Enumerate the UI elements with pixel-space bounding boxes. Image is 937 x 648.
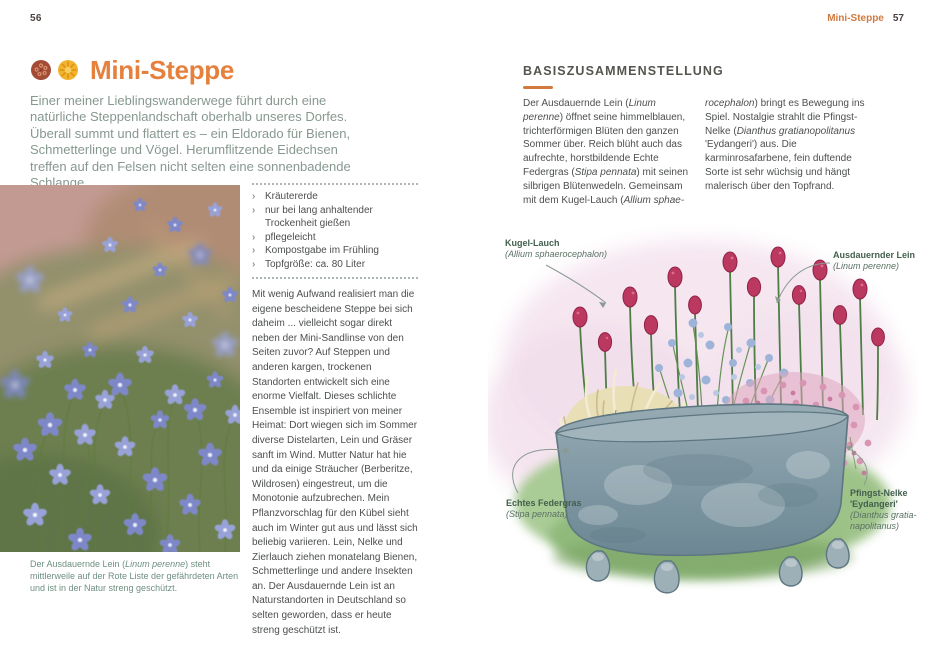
care-list bbox=[252, 190, 418, 271]
basis-text-columns bbox=[523, 97, 875, 207]
intro-paragraph: Einer meiner Lieblingswanderwege führt durch eine natürliche Steppenlandschaft oberhalb unseres Dorfes. Überall summt und flattert es – ein Eldorado für Bienen, Schmetterlinge und Vögel. Herumflitzende Eidechsen treffen auf den Felsen nicht selten eine sonnenbadende Schlange. bbox=[30, 93, 351, 191]
label-echtes-federgras: Echtes Federgras (Stipa pennata) bbox=[506, 498, 582, 519]
text-column-2: rocephalon) bringt es Bewegung ins Spiel. Nostalgie strahlt die Pfingst-Nelke (Dianthus gratianopolitanus 'Eydangeri') aus. Die karminrosafarbene, fein duftende Sorte ist sehr wüchsig und hängt malerisch über den Topfrand. bbox=[705, 98, 865, 192]
page-number-right: 57 bbox=[892, 13, 904, 24]
label-pfingst-nelke: Pfingst-Nelke 'Eydangeri' (Dianthus gratia-napolitanus) bbox=[850, 488, 917, 531]
list-item: › Kräutererde bbox=[252, 191, 318, 202]
care-info-box bbox=[252, 183, 418, 279]
chevron-bullet-icon: › bbox=[252, 245, 256, 256]
section-title: BASISZUSAMMENSTELLUNG bbox=[523, 64, 724, 78]
middle-column bbox=[252, 183, 418, 638]
text-column-1: Der Ausdauernde Lein (Linum perenne) öffnet seine himmelblauen, trichterförmigen Blüten den ganzen Sommer über. Reich blüht auch das aufrechte, horstbildende Echte Federgras (Stipa pennata) mit seinen silbrigen Blütenwedeln. Gemeinsam mit dem Kugel-Lauch (Allium sphae- bbox=[523, 98, 689, 206]
list-item: › pflegeleicht bbox=[252, 231, 316, 243]
page-title: Mini-Steppe bbox=[90, 55, 235, 85]
page-number-left: 56 bbox=[30, 13, 42, 24]
label-ausdauernder-lein: Ausdauernder Lein (Linum perenne) bbox=[833, 250, 916, 271]
list-item: › Topfgröße: ca. 80 Liter bbox=[252, 258, 366, 270]
planting-illustration bbox=[488, 205, 918, 595]
chevron-bullet-icon: › bbox=[252, 204, 256, 216]
photo-caption: Der Ausdauernde Lein (Linum perenne) steht mittlerweile auf der Rote Liste der gefährdeten Arten und ist in der Natur streng geschützt. bbox=[30, 559, 239, 593]
chapter-title-row bbox=[30, 56, 234, 84]
body-paragraph: Mit wenig Aufwand realisiert man die eigene bescheidene Steppe bei sich daheim ... vielleicht sogar direkt neben der Mini-Sandlinse von den Seiten zuvor? Auf Steppen und anderen kargen, trockenen Standorten entwickelt sich eine enorme Vielfalt. Dieses schlichte Ensemble ist inspiriert von meiner Heimat: Dort wiegen sich im Sommer diverse Distelarten, Lein und Gräser sanft im Wind. Mutter Natur hat hie und da einige Sträucher (Berberitze, Wildrosen) eingestreut, um die Monotonie aufzubrechen. Mein Pflanzvorschlag für den Kübel sieht auch im Winter gut aus und lässt sich beliebig variieren. Lein, Nelke und Zierlauch ziehen monatelang Bienen, Schmetterlinge und andere Insekten an. Der Ausdauernde Lein ist an Naturstandorten in Deutschland so selten geworden, dass er heute streng geschützt ist. bbox=[252, 289, 418, 636]
section-title-rule bbox=[523, 86, 553, 89]
flax-meadow-photo bbox=[0, 185, 240, 552]
sun-icon bbox=[57, 59, 79, 81]
chevron-bullet-icon: › bbox=[252, 231, 256, 243]
dried-flower-icon bbox=[30, 59, 52, 81]
list-item: › nur bei lang anhaltender Trockenheit gießen bbox=[252, 204, 373, 229]
running-head bbox=[827, 13, 904, 24]
chevron-bullet-icon: › bbox=[252, 191, 256, 202]
list-item: › Kompostgabe im Frühling bbox=[252, 245, 379, 256]
chevron-bullet-icon: › bbox=[252, 258, 256, 270]
running-head-title: Mini-Steppe bbox=[827, 13, 884, 24]
label-kugel-lauch: Kugel-Lauch (Allium sphaerocephalon) bbox=[505, 238, 608, 259]
